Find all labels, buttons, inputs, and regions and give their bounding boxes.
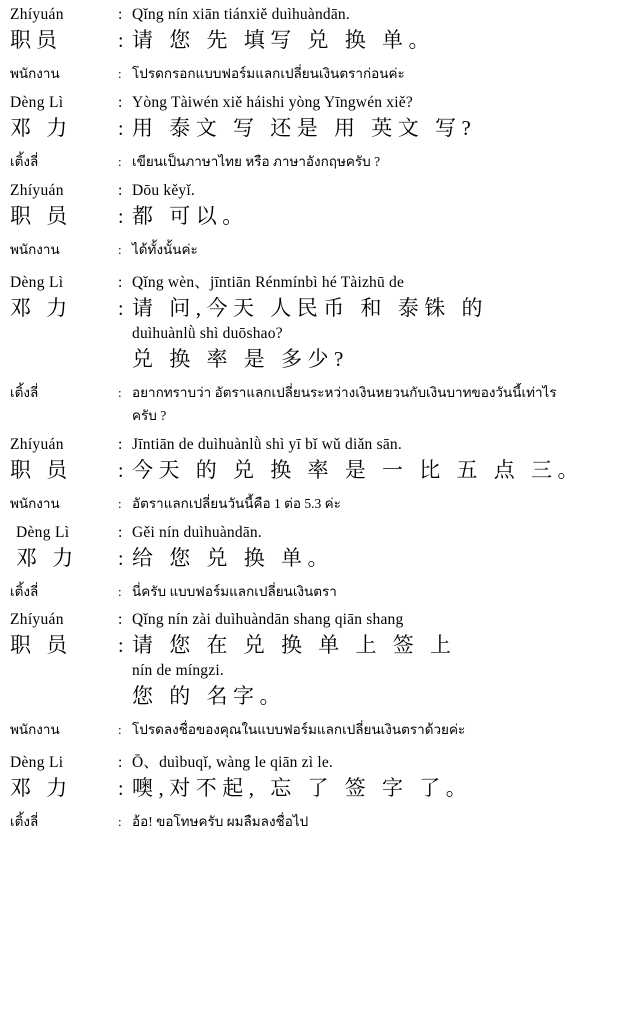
thai-text: นี่ครับ แบบฟอร์มแลกเปลี่ยนเงินตรา (132, 583, 337, 599)
thai-text: ครับ ? (132, 407, 167, 423)
thai-line (6, 150, 625, 173)
speaker-name-thai: พนักงาน (10, 241, 60, 257)
thai-line (6, 718, 625, 741)
colon: : (118, 6, 123, 23)
thai-line-continued (6, 406, 625, 427)
speaker-name-thai: เติ้งลี่ (10, 153, 39, 169)
colon: : (118, 583, 122, 599)
speaker-name-hanzi: 职 员 (10, 457, 73, 482)
pinyin-text: Gěi nín duìhuàndān. (132, 523, 262, 541)
speaker-name-hanzi: 邓 力 (10, 776, 73, 801)
dialogue-entry-2 (6, 94, 625, 173)
speaker-name-hanzi: 职员 (10, 28, 62, 52)
speaker-name-pinyin: Dèng Lì (10, 273, 64, 291)
speaker-name-pinyin: Dèng Li (10, 754, 64, 772)
speaker-name-thai: เติ้งลี่ (10, 814, 39, 830)
hanzi-text: 您 的 名字。 (132, 684, 286, 709)
speaker-name-pinyin: Zhíyuán (10, 181, 64, 199)
speaker-name-pinyin: Zhíyuán (10, 611, 64, 629)
colon: : (118, 611, 123, 629)
thai-text: โปรดลงชื่อของคุณในแบบฟอร์มแลกเปลี่ยนเงินตราด้วยค่ะ (132, 722, 466, 738)
speaker-name-pinyin: Zhíyuán (10, 6, 64, 23)
hanzi-text: 兑 换 率 是 多少? (132, 346, 349, 371)
dialogue-entry-3 (6, 182, 625, 261)
pinyin-text: Qǐng nín zài duìhuàndān shang qiān shang (132, 611, 404, 629)
pinyin-line (6, 750, 625, 772)
hanzi-text: 今天 的 兑 换 率 是 一 比 五 点 三。 (132, 457, 584, 482)
pinyin-line (6, 6, 625, 24)
pinyin-text: Jīntiān de duìhuànlǜ shì yī bǐ wǔ diǎn sān. (132, 435, 402, 453)
colon: : (118, 754, 123, 772)
colon: : (118, 241, 122, 257)
colon: : (118, 722, 122, 738)
thai-text: ได้ทั้งนั้นค่ะ (132, 241, 198, 257)
colon: : (118, 635, 124, 658)
pinyin-text: duìhuànlǜ shì duōshao? (132, 324, 283, 342)
pinyin-text: Yòng Tàiwén xiě háishi yòng Yīngwén xiě? (132, 93, 413, 111)
thai-text: โปรดกรอกแบบฟอร์มแลกเปลี่ยนเงินตราก่อนค่ะ (132, 66, 405, 81)
pinyin-line (6, 270, 625, 292)
hanzi-line (6, 772, 625, 802)
pinyin-line (6, 436, 625, 454)
speaker-name-hanzi: 邓 力 (10, 295, 73, 320)
dialogue-entry-5 (6, 436, 625, 515)
speaker-name-hanzi: 邓 力 (10, 115, 73, 140)
hanzi-text: 用 泰文 写 还是 用 英文 写? (132, 115, 477, 140)
speaker-name-thai: เติ้งลี่ (10, 583, 39, 599)
pinyin-line-continued (6, 662, 625, 680)
colon: : (118, 66, 122, 81)
colon: : (118, 814, 122, 830)
hanzi-line (6, 629, 625, 659)
pinyin-text: Qǐng wèn、jīntiān Rénmínbì hé Tàizhū de (132, 273, 405, 291)
hanzi-line (6, 454, 625, 484)
colon: : (118, 547, 124, 570)
pinyin-line (6, 611, 625, 629)
dialogue-entry-4 (6, 270, 625, 427)
hanzi-text: 请 您 先 填写 兑 换 单。 (132, 28, 435, 52)
hanzi-text: 噢,对不起, 忘 了 签 字 了。 (132, 776, 473, 801)
hanzi-line-continued (6, 680, 625, 710)
colon: : (118, 778, 124, 801)
dialogue-entry-1 (6, 6, 625, 85)
hanzi-line (6, 200, 625, 230)
colon: : (118, 297, 124, 320)
thai-line (6, 492, 625, 515)
hanzi-line (6, 292, 625, 322)
hanzi-line (6, 542, 625, 572)
pinyin-text: Dōu kěyǐ. (132, 181, 195, 199)
thai-line (6, 580, 625, 603)
speaker-name-thai: พนักงาน (10, 66, 60, 81)
colon: : (118, 30, 124, 52)
thai-text: เขียนเป็นภาษาไทย หรือ ภาษาอังกฤษครับ ? (132, 153, 381, 169)
hanzi-line (6, 24, 625, 54)
thai-text: อยากทราบว่า อัตราแลกเปลี่ยนระหว่างเงินหยวนกับเงินบาทของวันนี้เท่าไร (132, 384, 557, 400)
hanzi-line-continued (6, 343, 625, 373)
pinyin-text: Qǐng nín xiān tiánxiě duìhuàndān. (132, 6, 350, 23)
speaker-name-hanzi: 职 员 (10, 633, 73, 658)
pinyin-text: nín de míngzi. (132, 662, 224, 680)
speaker-name-hanzi: 职 员 (10, 203, 73, 228)
colon: : (118, 459, 124, 482)
thai-line (6, 62, 625, 85)
thai-line (6, 810, 625, 833)
speaker-name-pinyin: Zhíyuán (10, 435, 64, 453)
speaker-name-thai: พนักงาน (10, 495, 60, 511)
colon: : (118, 495, 122, 511)
dialogue-entry-7 (6, 611, 625, 741)
colon: : (118, 273, 123, 291)
speaker-name-hanzi: 邓 力 (16, 545, 79, 570)
colon: : (118, 93, 123, 111)
pinyin-line-continued (6, 325, 625, 343)
pinyin-line (6, 182, 625, 200)
hanzi-text: 给 您 兑 换 单。 (132, 545, 334, 570)
speaker-name-thai: เติ้งลี่ (10, 384, 39, 400)
pinyin-line (6, 524, 625, 542)
hanzi-line (6, 112, 625, 142)
speaker-name-thai: พนักงาน (10, 722, 60, 738)
thai-line (6, 238, 625, 261)
colon: : (118, 205, 124, 228)
hanzi-text: 请 您 在 兑 换 单 上 签 上 (132, 633, 457, 658)
hanzi-text: 都 可以。 (132, 203, 249, 228)
colon: : (118, 181, 123, 199)
colon: : (118, 384, 122, 400)
colon: : (118, 153, 122, 169)
thai-text: อัตราแลกเปลี่ยนวันนี้คือ 1 ต่อ 5.3 ค่ะ (132, 495, 341, 511)
hanzi-text: 请 问,今天 人民币 和 泰铢 的 (132, 295, 488, 320)
pinyin-text: Ō、duìbuqǐ, wàng le qiān zì le. (132, 754, 333, 772)
speaker-name-pinyin: Dèng Lì (10, 93, 64, 111)
colon: : (118, 523, 123, 541)
thai-line (6, 381, 625, 404)
thai-text: อ้อ! ขอโทษครับ ผมลืมลงชื่อไป (132, 814, 309, 830)
dialogue-entry-8 (6, 750, 625, 833)
speaker-name-pinyin: Dèng Lì (16, 523, 70, 541)
dialogue-entry-6 (6, 524, 625, 603)
pinyin-line (6, 94, 625, 112)
colon: : (118, 117, 124, 140)
colon: : (118, 435, 123, 453)
